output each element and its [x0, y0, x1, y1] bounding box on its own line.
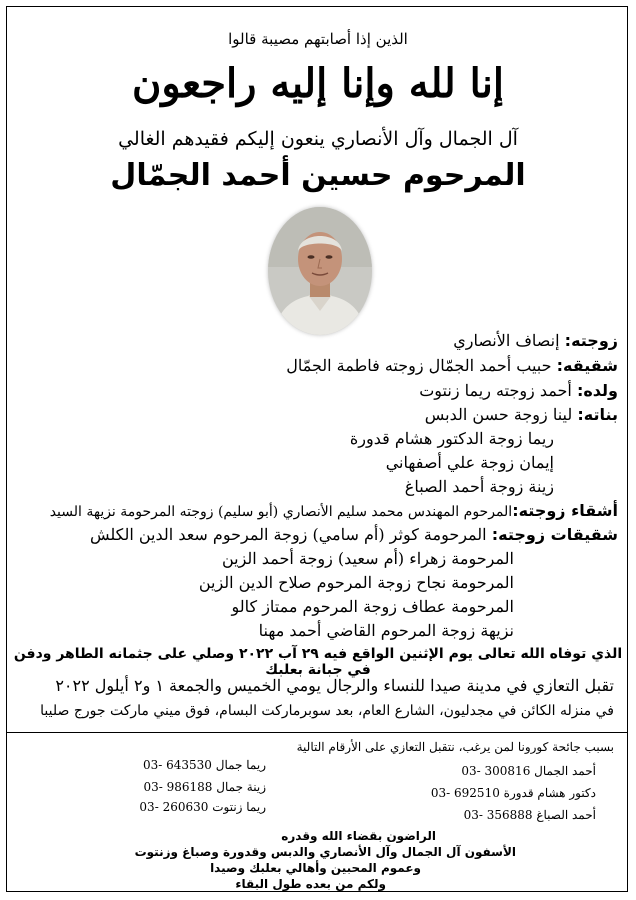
portrait-photo-icon	[268, 207, 372, 335]
relative-label: بناته:	[577, 405, 618, 424]
announcement-line: آل الجمال وآل الأنصاري ينعون إليكم فقيدهم الغالي	[118, 128, 518, 150]
relative-line: المرحومة زهراء (أم سعيد) زوجة أحمد الزين	[221, 549, 514, 568]
relative-label: شقيقات زوجته:	[491, 525, 618, 544]
relative-wife	[453, 330, 618, 352]
relative-brother	[286, 355, 618, 377]
relative-line: نزيهة زوجة المرحوم القاضي أحمد مهنا	[258, 621, 514, 640]
relative-line: المرحومة عطاف زوجة المرحوم ممتاز كالو	[231, 597, 514, 616]
phone-entry: ريما زنتوت 260630 -03	[139, 800, 266, 814]
calligraphy-verse: إنا لله وإنا إليه راجعون	[131, 60, 505, 107]
relative-name: لينا زوجة حسن الدبس	[424, 405, 573, 424]
closing-line: ولكم من بعده طول البقاء	[235, 877, 386, 891]
relative-daughters	[425, 404, 618, 426]
relative-label: شقيقه:	[556, 356, 618, 375]
relative-label: أشقاء زوجته:	[512, 501, 618, 520]
phone-entry: دكتور هشام قدورة 692510 -03	[430, 786, 596, 800]
section-divider	[6, 732, 628, 733]
relative-line: ريما زوجة الدكتور هشام قدورة	[349, 429, 554, 448]
relative-label: زوجته:	[564, 331, 618, 350]
burial-notice: الذي توفاه الله تعالى يوم الإثنين الواقع فيه ٢٩ آب ٢٠٢٢ وصلي على جثمانه الطاهر ودفن في جبانة بعلبك	[13, 646, 623, 678]
phone-entry: أحمد الصباغ 356888 -03	[463, 808, 596, 822]
phone-entry: أحمد الجمال 300816 -03	[461, 764, 596, 778]
phone-entry: زينة جمال 986188 -03	[143, 780, 266, 794]
condolence-times: تقبل التعازي في مدينة صيدا للنساء والرجال يومي الخميس والجمعة ١ و٢ أيلول ٢٠٢٢	[55, 676, 614, 695]
relative-wife-brothers	[50, 500, 618, 523]
deceased-portrait	[268, 207, 372, 335]
deceased-name: المرحوم حسين أحمد الجمّال	[110, 158, 526, 193]
relative-line: إيمان زوجة علي أصفهاني	[385, 453, 554, 472]
relative-name: إنصاف الأنصاري	[453, 331, 560, 350]
phone-entry: ريما جمال 643530 -03	[142, 758, 266, 772]
relative-line: زينة زوجة أحمد الصباغ	[404, 477, 554, 496]
relative-name: أحمد زوجته ريما زنتوت	[419, 381, 572, 400]
phone-intro: بسبب جائحة كورونا لمن يرغب، نتقبل التعازي على الأرقام التالية	[296, 740, 614, 754]
closing-line: وعموم المحبين وأهالي بعلبك وصيدا	[210, 861, 421, 875]
relative-son	[419, 380, 618, 402]
relative-line: المرحومة نجاح زوجة المرحوم صلاح الدين الزين	[198, 573, 514, 592]
closing-line: الأسفون آل الجمال وآل الأنصاري والدبس وقدورة وصباغ وزنتوت	[134, 845, 516, 859]
condolence-address: في منزله الكائن في مجدليون، الشارع العام، بعد سوبرماركت البسام، فوق ميني ماركت جورج صليبا	[40, 703, 614, 719]
closing-line: الراضون بقضاء الله وقدره	[281, 829, 436, 843]
relative-name: حبيب أحمد الجمّال زوجته فاطمة الجمّال	[286, 356, 552, 375]
quran-verse-line: الذين إذا أصابتهم مصيبة قالوا	[228, 30, 408, 48]
relative-name: المرحومة كوثر (أم سامي) زوجة المرحوم سعد الدين الكلش	[89, 525, 487, 544]
relative-name: المرحوم المهندس محمد سليم الأنصاري (أبو سليم) زوجته المرحومة نزيهة السيد	[49, 504, 513, 520]
relative-wife-sisters	[90, 524, 618, 546]
relative-label: ولده:	[576, 381, 618, 400]
